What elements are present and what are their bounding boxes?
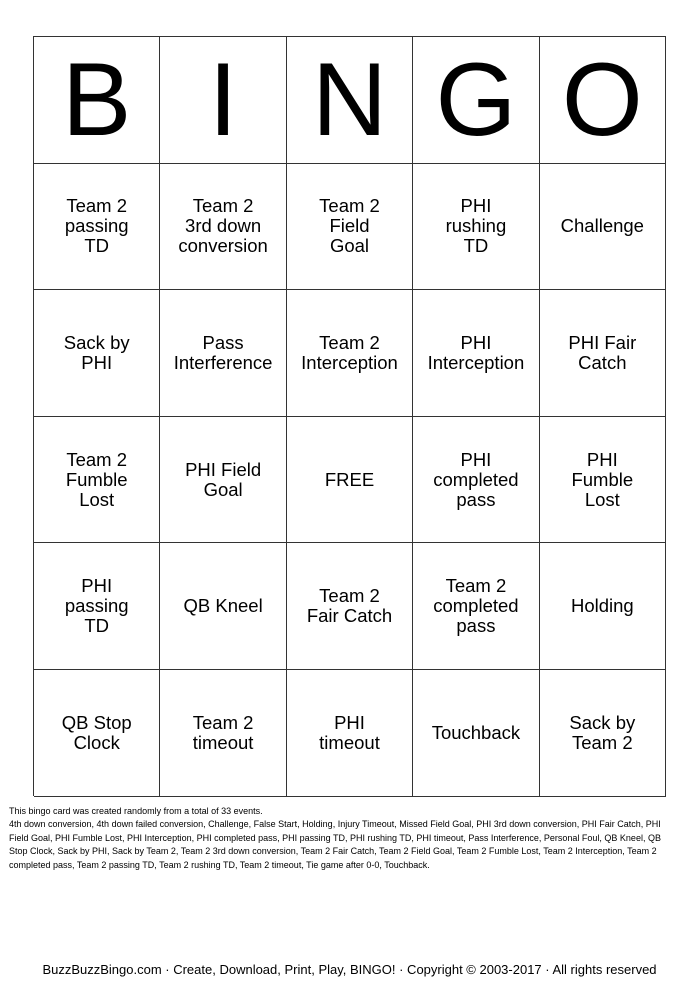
bingo-cell	[287, 543, 413, 670]
bingo-cell	[540, 164, 666, 291]
header-letter: G	[435, 41, 517, 158]
cell-label: PHI rushing TD	[445, 195, 507, 257]
bingo-cell	[160, 417, 286, 544]
cell-label: Holding	[570, 595, 634, 617]
bingo-cell	[413, 290, 539, 417]
bingo-cell	[287, 670, 413, 797]
grid-row	[34, 417, 666, 544]
footnote-intro: This bingo card was created randomly from a total of 33 events.	[9, 806, 263, 816]
bingo-cell	[540, 290, 666, 417]
bingo-cell	[34, 164, 160, 291]
cell-label: PHI timeout	[319, 711, 380, 753]
header-cell-g	[413, 37, 539, 164]
cell-label: QB Kneel	[183, 595, 263, 617]
header-cell-i	[160, 37, 286, 164]
bingo-cell	[34, 670, 160, 797]
event-list-footnote	[9, 805, 681, 872]
header-cell-n	[287, 37, 413, 164]
cell-label: PHI completed pass	[433, 448, 519, 510]
cell-label: Team 2 completed pass	[433, 575, 519, 637]
cell-label: Team 2 Fair Catch	[306, 585, 393, 627]
bingo-cell	[287, 290, 413, 417]
bingo-cell	[540, 417, 666, 544]
grid-row	[34, 670, 666, 797]
bingo-cell	[287, 164, 413, 291]
cell-label: PHI Interception	[427, 331, 525, 373]
bingo-cell	[160, 670, 286, 797]
cell-label: Sack by PHI	[63, 331, 130, 373]
cell-label: PHI Fumble Lost	[571, 448, 634, 510]
header-letter: I	[208, 41, 238, 158]
bingo-cell	[413, 670, 539, 797]
header-letter: O	[561, 41, 643, 158]
free-cell	[287, 417, 413, 544]
cell-label: Team 2 3rd down conversion	[178, 195, 268, 257]
header-cell-b	[34, 37, 160, 164]
bingo-cell	[160, 290, 286, 417]
header-letter: B	[62, 41, 132, 158]
grid-row	[34, 164, 666, 291]
cell-label: Team 2 Interception	[301, 331, 398, 373]
bingo-card	[33, 36, 666, 796]
bingo-cell	[34, 290, 160, 417]
bingo-cell	[160, 164, 286, 291]
cell-label: PHI Field Goal	[185, 458, 262, 500]
bingo-cell	[160, 543, 286, 670]
header-letter: N	[311, 41, 388, 158]
cell-label: Touchback	[431, 721, 521, 743]
cell-label: PHI Fair Catch	[568, 331, 637, 373]
copyright-footer: BuzzBuzzBingo.com · Create, Download, Print, Play, BINGO! · Copyright © 2003-2017 · All rights reserved	[42, 962, 657, 977]
header-cell-o	[540, 37, 666, 164]
cell-label: FREE	[324, 468, 375, 490]
grid-row	[34, 543, 666, 670]
header-row	[34, 37, 666, 164]
footnote-events: 4th down conversion, 4th down failed conversion, Challenge, False Start, Holding, Injury Timeout, Missed Field Goal, PHI 3rd down conversion, PHI Fair Catch, PHI Field Goal, PHI Fumble Lost, PHI Interception, PHI completed pass, PHI passing TD, PHI rushing TD, PHI timeout, Pass Interference, Personal Foul, QB Kneel, QB Stop Clock, Sack by PHI, Sack by Team 2, Team 2 3rd down conversion, Team 2 Fair Catch, Team 2 Field Goal, Team 2 Fumble Lost, Team 2 Interception, Team 2 completed pass, Team 2 passing TD, Team 2 rushing TD, Team 2 timeout, Tie game after 0-0, Touchback.	[9, 819, 661, 870]
cell-label: Pass Interference	[173, 331, 273, 373]
cell-label: QB Stop Clock	[61, 711, 132, 753]
cell-label: Team 2 passing TD	[64, 195, 129, 257]
bingo-cell	[413, 417, 539, 544]
cell-label: Sack by Team 2	[569, 711, 636, 753]
cell-label: Challenge	[560, 215, 644, 237]
bingo-cell	[34, 417, 160, 544]
bingo-cell	[34, 543, 160, 670]
cell-label: PHI passing TD	[64, 575, 129, 637]
grid-row	[34, 290, 666, 417]
cell-label: Team 2 timeout	[192, 711, 254, 753]
cell-label: Team 2 Fumble Lost	[65, 448, 128, 510]
bingo-cell	[540, 543, 666, 670]
bingo-cell	[413, 543, 539, 670]
bingo-cell	[413, 164, 539, 291]
cell-label: Team 2 Field Goal	[319, 195, 380, 257]
bingo-cell	[540, 670, 666, 797]
